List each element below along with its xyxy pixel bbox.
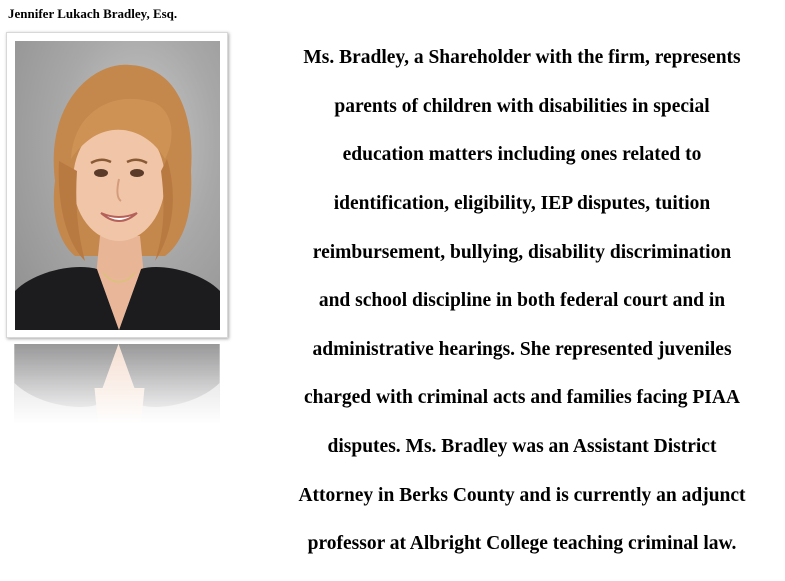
bio-line: parents of children with disabilities in special [334,95,710,117]
bio-line: identification, eligibility, IEP disputes, tuition [333,193,711,215]
bio-line: Ms. Bradley, a Shareholder with the firm, represents [303,47,741,69]
bio-line: and school discipline in both federal court and in [318,290,726,312]
attorney-bio [262,22,782,581]
bio-line: reimbursement, bullying, disability discrimination [312,241,732,263]
bio-line: administrative hearings. She represented juveniles [312,338,732,360]
bio-line: education matters including ones related to [342,144,702,166]
attorney-name: Jennifer Lukach Bradley, Esq. [8,6,178,21]
bio-line: disputes. Ms. Bradley was an Assistant District [327,436,717,458]
bio-line: charged with criminal acts and families facing PIAA [303,387,740,409]
photo-frame [6,32,228,338]
portrait-photo [15,41,220,330]
bio-line: Attorney in Berks County and is currently an adjunct [298,484,746,506]
photo-reflection [14,344,220,424]
bio-line: professor at Albright College teaching criminal law. [307,533,737,555]
